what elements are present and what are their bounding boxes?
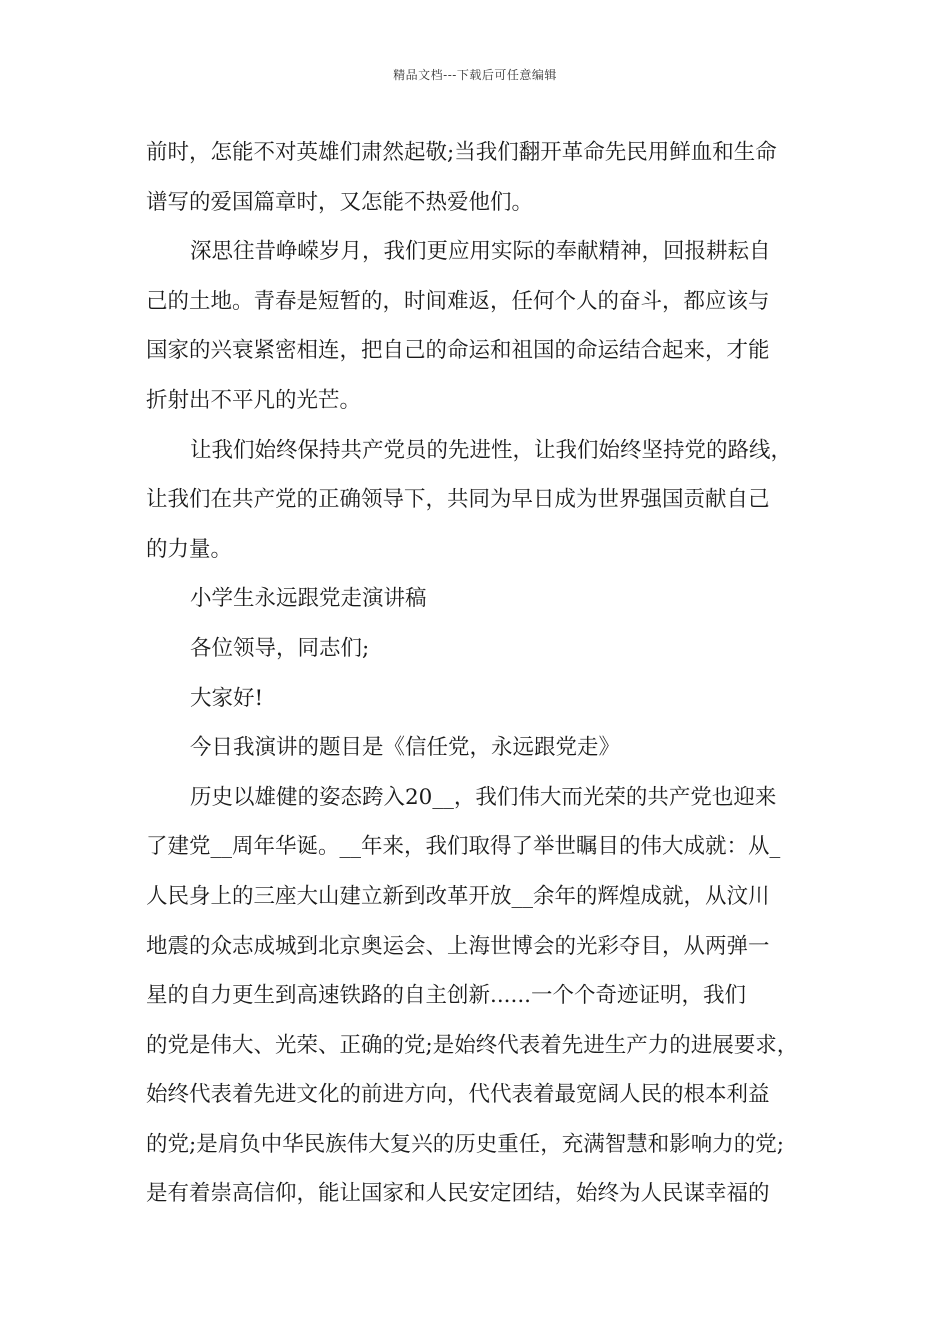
text-line: 国家的兴衰紧密相连，把自己的命运和祖国的命运结合起来，才能: [146, 338, 770, 364]
text-line: 是有着崇高信仰，能让国家和人民安定团结，始终为人民谋幸福的: [146, 1181, 770, 1207]
text-line: 的党;是肩负中华民族伟大复兴的历史重任，充满智慧和影响力的党;: [146, 1131, 784, 1157]
text-line: 历史以雄健的姿态跨入20__，我们伟大而光荣的共产党也迎来: [190, 784, 777, 810]
text-line: 让我们在共产党的正确领导下，共同为早日成为世界强国贡献自己: [146, 487, 770, 513]
text-line: 了建党__周年华诞。__年来，我们取得了举世瞩目的伟大成就：从_: [146, 834, 781, 860]
text-line: 谱写的爱国篇章时，又怎能不热爱他们。: [146, 189, 534, 215]
text-line: 深思往昔峥嵘岁月，我们更应用实际的奉献精神，回报耕耘自: [190, 239, 771, 265]
text-line: 的党是伟大、光荣、正确的党;是始终代表着先进生产力的进展要求，: [146, 1032, 799, 1058]
text-line: 前时，怎能不对英雄们肃然起敬;当我们翻开革命先民用鲜血和生命: [146, 140, 777, 165]
text-line: 己的土地。青春是短暂的，时间难返，任何个人的奋斗，都应该与: [146, 288, 770, 314]
text-line: 各位领导，同志们;: [190, 635, 370, 661]
text-line: 星的自力更生到高速铁路的自主创新......一个个奇迹证明，我们: [146, 983, 747, 1009]
text-line: 今日我演讲的题目是《信任党，永远跟党走》: [190, 735, 621, 761]
text-line: 的力量。: [146, 536, 233, 562]
page-header: 精品文档---下载后可任意编辑: [393, 68, 557, 82]
text-line: 人民身上的三座大山建立新到改革开放__余年的辉煌成就，从汶川: [146, 883, 770, 909]
text-line: 始终代表着先进文化的前进方向，代代表着最宽阔人民的根本利益: [146, 1082, 770, 1108]
text-line: 地震的众志成城到北京奥运会、上海世博会的光彩夺目，从两弹一: [146, 933, 770, 959]
document-body: [146, 128, 818, 1219]
text-line: 折射出不平凡的光芒。: [146, 387, 362, 413]
text-line: 大家好!: [190, 685, 264, 711]
text-line: 让我们始终保持共产党员的先进性，让我们始终坚持党的路线，: [190, 437, 793, 463]
text-line: 小学生永远跟党走演讲稿: [190, 586, 427, 612]
